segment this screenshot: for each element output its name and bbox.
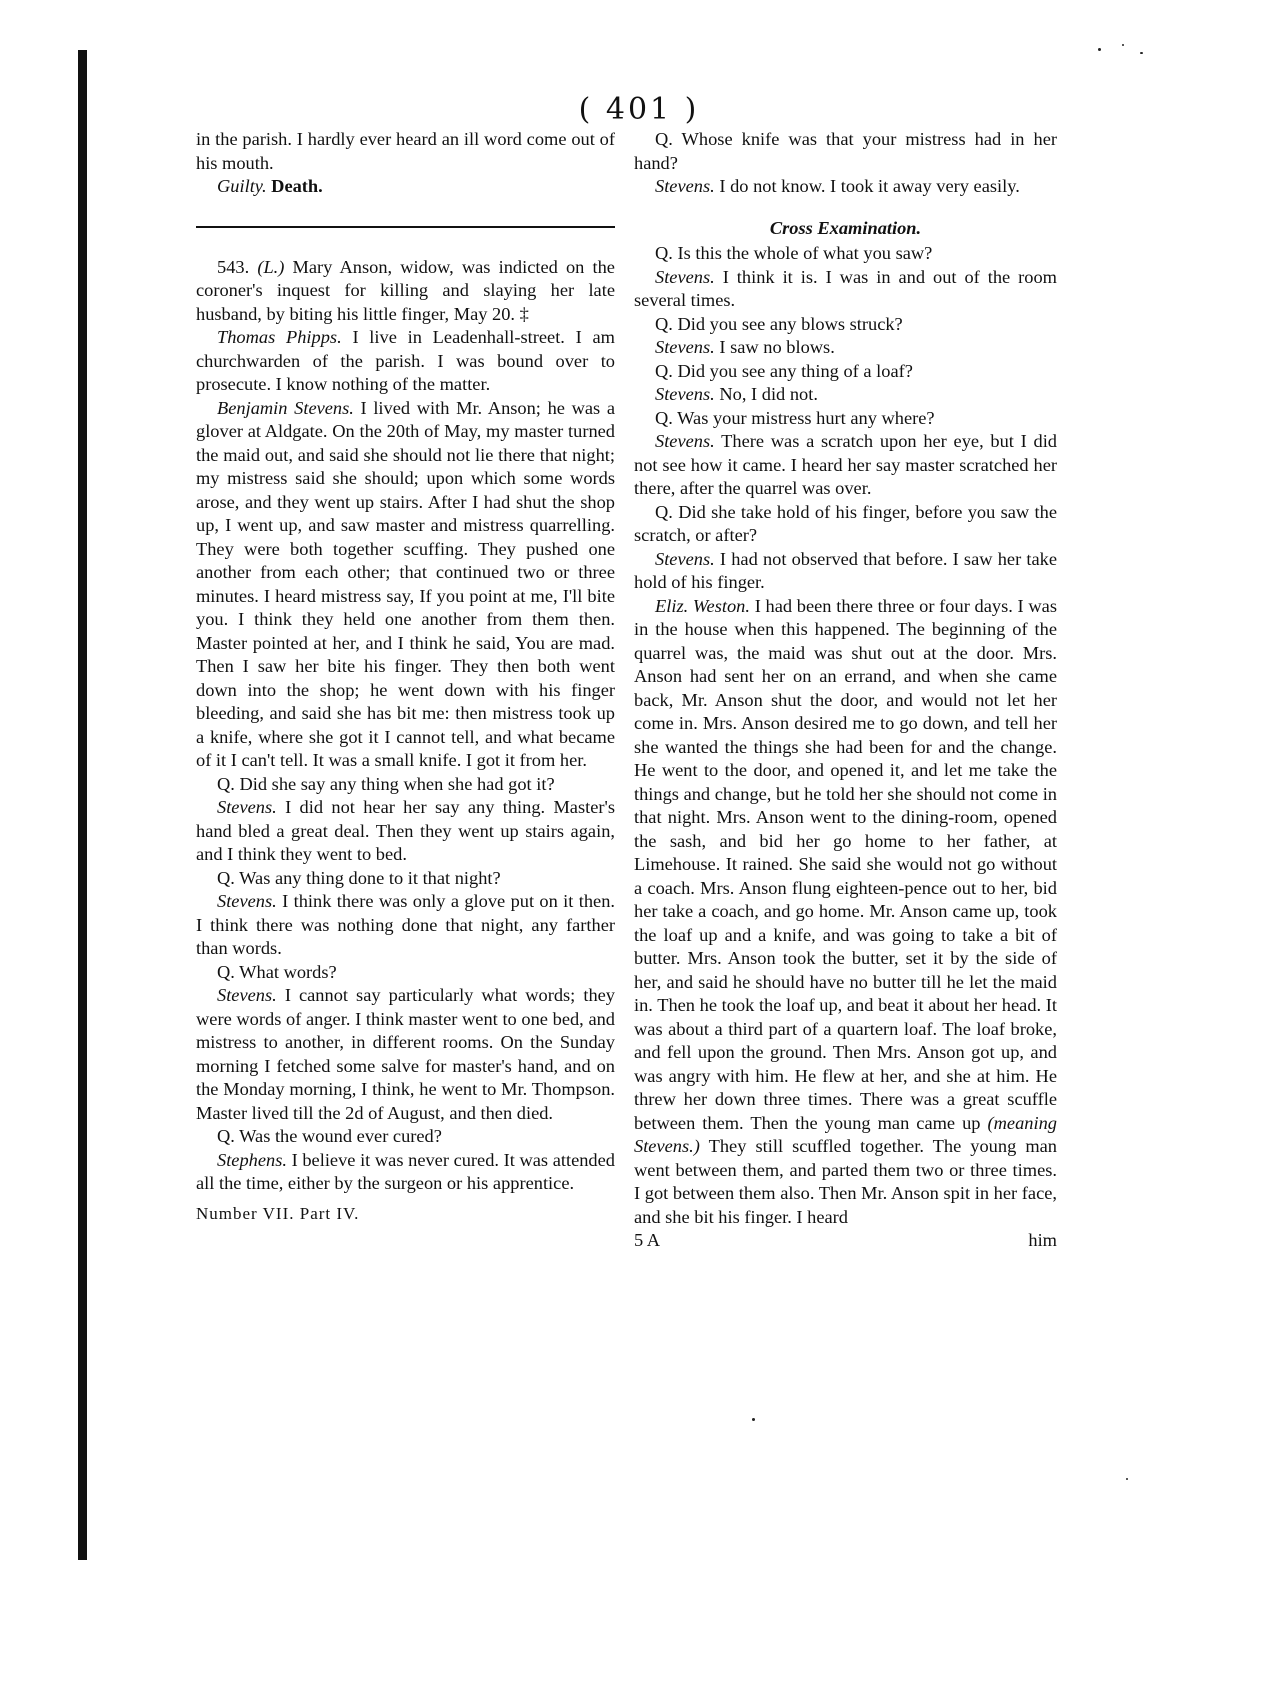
verdict — [196, 175, 615, 199]
question: Q. Did you see any thing of a loaf? — [655, 360, 913, 381]
speaker-name: Eliz. Weston. — [655, 595, 750, 616]
testimony-text-continued: They still scuffled together. The young man went between them, and parted them two or three times. I got between them also. Then Mr. Anson spit in her face, and she bit his finger. I heard — [634, 1136, 1057, 1227]
speaker-name: Stevens. — [655, 337, 715, 357]
verdict-sentence: Death. — [271, 176, 323, 196]
speaker-name: Benjamin Stevens. — [217, 397, 354, 418]
right-column — [634, 128, 1057, 1253]
case-text: Mary Anson, widow, was indicted on the coroner's inquest for killing and slaying her late husband, by biting his little finger, May 20. ‡ — [196, 256, 615, 324]
answer — [634, 548, 1057, 595]
answer — [196, 796, 615, 867]
question: Q. Did you see any blows struck? — [655, 313, 903, 334]
verdict-label: Guilty. — [217, 176, 267, 196]
testimony-weston — [634, 595, 1057, 1230]
footer-row — [634, 1229, 1057, 1253]
speaker-name: Stevens. — [655, 176, 715, 196]
footer-row — [196, 1202, 615, 1226]
testimony-stevens — [196, 397, 615, 773]
ink-speck — [1140, 52, 1143, 54]
question: Q. Was the wound ever cured? — [217, 1126, 442, 1146]
opening-text: in the parish. I hardly ever heard an ill word come out of his mouth. — [196, 129, 615, 173]
answer — [634, 383, 1057, 407]
case-header — [196, 256, 615, 327]
speaker-name: Stevens. — [217, 797, 277, 817]
speaker-name: Stevens. — [655, 431, 715, 451]
ink-speck — [1126, 1478, 1128, 1480]
speaker-name: Stevens. — [655, 266, 715, 287]
testimony-phipps — [196, 326, 615, 397]
answer — [634, 430, 1057, 501]
answer-text: I think there was only a glove put on it then. I think there was nothing done that night, any farther than words. — [196, 891, 615, 958]
answer-text: There was a scratch upon her eye, but I did not see how it came. I heard her say master scratched her there, after the quarrel was over. — [634, 431, 1057, 498]
binding-edge — [78, 50, 87, 1560]
question: Q. Whose knife was that your mistress had in her hand? — [634, 129, 1057, 173]
answer — [634, 336, 1057, 360]
speaker-name: Stevens. — [217, 891, 277, 911]
answer-text: I cannot say particularly what words; they were words of anger. I think master went to one bed, and mistress to another, in different rooms. On the Sunday morning I fetched some salve for master's hand, and on the Monday morning, I think, he went to Mr. Thompson. Master lived till the 2d of August, and then died. — [196, 985, 615, 1123]
answer — [634, 175, 1057, 199]
answer-text: No, I did not. — [719, 384, 818, 404]
speaker-name: Stevens. — [655, 384, 715, 404]
testimony-text: I had been there three or four days. I was in the house when this happened. The beginning of the quarrel was, the maid was shut out at the door. Mrs. Anson had sent her on an errand, and when she came back, Mr. Anson shut the door, and would not let her come in. Mrs. Anson desired me to go down, and tell her she wanted the things she had been for and the change. He went to the door, and opened it, and let me take the things and change, but he told her she should not come in that night. Mrs. Anson went to the dining-room, opened the sash, and bid her go home to her father, at Limehouse. It rained. She said she would not go without a coach. Mrs. Anson flung eighteen-pence out to her, bid her take a coach, and go home. Mr. Anson came up, took the loaf up and a knife, and was going to take a bit of butter. Mrs. Anson took the butter, set it by the side of her, and said he should have no butter till he let the maid in. Then he took the loaf up, and beat it about her head. It was about a third part of a quartern loaf. The loaf broke, and fell upon the ground. Then Mrs. Anson got up, and was angry with him. He flew at her, and she at him. He threw her down three times. There was a great scuffle between them. Then the young man came up — [634, 595, 1057, 1133]
speaker-name: Stevens. — [655, 548, 715, 569]
answer — [196, 890, 615, 961]
answer-text: I saw no blows. — [719, 337, 835, 357]
answer-text: I had not observed that before. I saw her take hold of his finger. — [634, 548, 1057, 592]
cross-examination-heading: Cross Examination. — [769, 217, 922, 238]
answer-text: I believe it was never cured. It was attended all the time, either by the surgeon or his apprentice. — [196, 1149, 615, 1193]
ink-speck — [752, 1418, 755, 1421]
answer-text: I think it is. I was in and out of the room several times. — [634, 266, 1057, 310]
testimony-text: I live in Leadenhall-street. I am churchwarden of the parish. I was bound over to prosecute. I know nothing of the matter. — [196, 327, 615, 394]
question: Q. Was any thing done to it that night? — [217, 867, 501, 888]
answer-text: I did not hear her say any thing. Master's hand bled a great deal. Then they went up stairs again, and I think they went to bed. — [196, 797, 615, 864]
question: Q. What words? — [217, 961, 337, 982]
section-rule — [196, 226, 615, 228]
answer — [196, 984, 615, 1125]
ink-speck — [1122, 44, 1124, 46]
page-number: ( 401 ) — [578, 92, 700, 127]
answer — [634, 266, 1057, 313]
question: Q. Is this the whole of what you saw? — [655, 243, 933, 263]
answer-text: I do not know. I took it away very easily. — [719, 176, 1020, 196]
aside-note: (meaning Stevens.) — [634, 1112, 1057, 1156]
part-footer: Number VII. Part IV. — [196, 1203, 360, 1223]
catchword: him — [1028, 1230, 1057, 1250]
left-column — [196, 128, 615, 1225]
case-number: 543. — [217, 256, 250, 277]
question: Q. Did she say any thing when she had got it? — [217, 773, 555, 794]
answer — [196, 1149, 615, 1196]
signature-mark: 5 A — [634, 1230, 661, 1250]
testimony-text: I lived with Mr. Anson; he was a glover at Aldgate. On the 20th of May, my master turned the maid out, and said she should not lie there that night; my mistress said she should; upon which some words arose, and they went up stairs. After I had shut the shop up, I went up, and saw master and mistress quarrelling. They were both together scuffing. They pushed one another from each other; that continued two or three minutes. I heard mistress say, If you point at me, I'll bite you. I think they held one another from them then. Master pointed at her, and I think he said, You are mad. Then I saw her bite his finger. They then both went down into the shop; he went down with his finger bleeding, and said she has bit me: then mistress took up a knife, where she got it I cannot tell, and what became of it I can't tell. It was a small knife. I got it from her. — [196, 397, 615, 770]
speaker-name: Stevens. — [217, 985, 277, 1005]
case-court: (L.) — [257, 256, 285, 277]
question: Q. Did she take hold of his finger, before you saw the scratch, or after? — [634, 501, 1057, 545]
ink-speck — [1098, 48, 1101, 51]
speaker-name: Stephens. — [217, 1149, 287, 1170]
speaker-name: Thomas Phipps. — [217, 327, 342, 347]
question: Q. Was your mistress hurt any where? — [655, 407, 935, 428]
